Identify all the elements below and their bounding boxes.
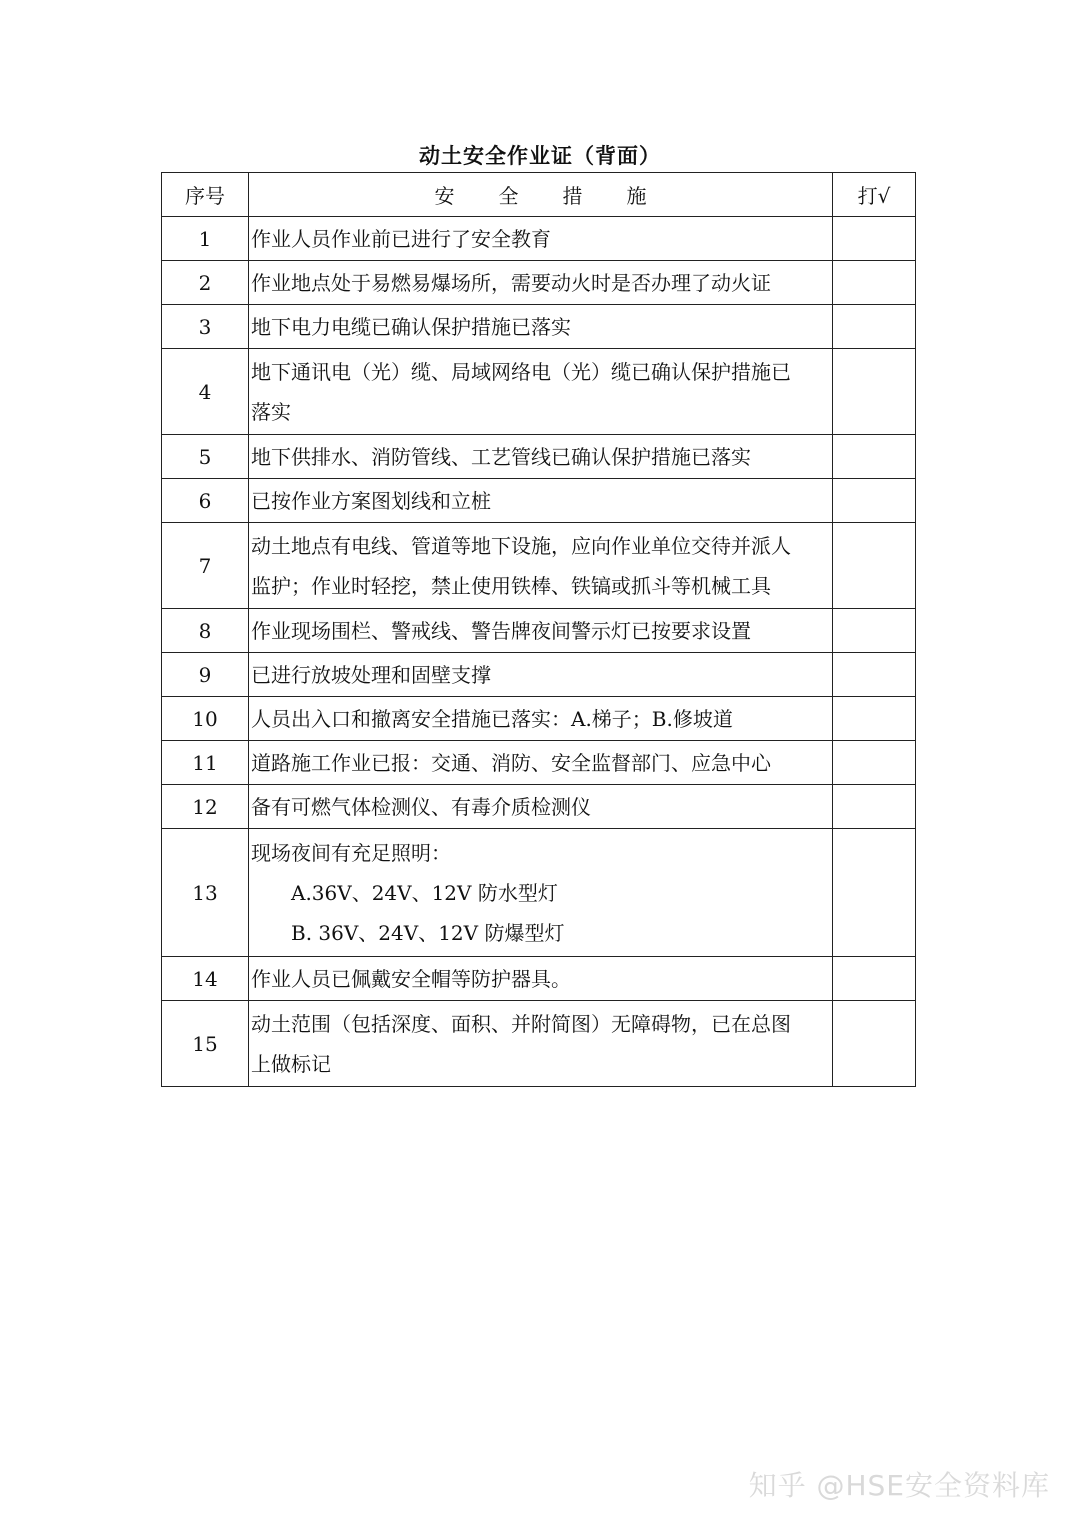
check-cell[interactable] [833, 261, 916, 305]
safety-measures-table [161, 172, 916, 1087]
table-row [162, 217, 916, 261]
check-cell[interactable] [833, 217, 916, 261]
row-number: 15 [162, 1001, 249, 1087]
check-cell[interactable] [833, 523, 916, 609]
table-row [162, 785, 916, 829]
table-row [162, 829, 916, 957]
row-number: 3 [162, 305, 249, 349]
row-number: 11 [162, 741, 249, 785]
safety-measure-cell [249, 349, 833, 435]
check-cell[interactable] [833, 349, 916, 435]
safety-measure-cell [249, 1001, 833, 1087]
table-row [162, 349, 916, 435]
check-cell[interactable] [833, 957, 916, 1001]
document-title: 动土安全作业证（背面） [419, 143, 661, 168]
row-number: 2 [162, 261, 249, 305]
measure-text: 已进行放坡处理和固壁支撑 [251, 662, 491, 687]
measure-text: 道路施工作业已报：交通、消防、安全监督部门、应急中心 [251, 750, 771, 775]
safety-measure-cell [249, 697, 833, 741]
table-row [162, 305, 916, 349]
safety-measure-cell [249, 741, 833, 785]
measure-text: A.36V、24V、12V 防水型灯 [291, 880, 558, 905]
measure-text: 人员出入口和撤离安全措施已落实：A.梯子；B.修坡道 [251, 706, 733, 731]
measure-text: 地下通讯电（光）缆、局域网络电（光）缆已确认保护措施已 [251, 359, 791, 384]
table-row [162, 479, 916, 523]
measure-text: 动土地点有电线、管道等地下设施，应向作业单位交待并派人 [251, 533, 791, 558]
safety-measure-cell [249, 479, 833, 523]
row-number: 14 [162, 957, 249, 1001]
row-number: 8 [162, 609, 249, 653]
header-safety-measures: 安全措施 [249, 173, 833, 217]
measure-text: 动土范围（包括深度、面积、并附简图）无障碍物，已在总图 [251, 1011, 791, 1036]
measure-text: 作业人员作业前已进行了安全教育 [251, 226, 551, 251]
safety-measure-cell [249, 957, 833, 1001]
table-row [162, 1001, 916, 1087]
table-row [162, 741, 916, 785]
measure-text: 现场夜间有充足照明： [251, 840, 451, 865]
row-number: 7 [162, 523, 249, 609]
measure-text: 作业现场围栏、警戒线、警告牌夜间警示灯已按要求设置 [251, 618, 751, 643]
check-cell[interactable] [833, 479, 916, 523]
check-cell[interactable] [833, 785, 916, 829]
measure-text: 备有可燃气体检测仪、有毒介质检测仪 [251, 794, 591, 819]
table-row [162, 435, 916, 479]
measure-text: 地下供排水、消防管线、工艺管线已确认保护措施已落实 [251, 444, 751, 469]
table-row [162, 261, 916, 305]
safety-measure-cell [249, 609, 833, 653]
table-row [162, 957, 916, 1001]
table-row [162, 523, 916, 609]
safety-measure-cell [249, 435, 833, 479]
check-cell[interactable] [833, 653, 916, 697]
safety-measure-cell [249, 261, 833, 305]
measure-text: 监护；作业时轻挖，禁止使用铁棒、铁镐或抓斗等机械工具 [251, 573, 771, 598]
header-checkmark: 打√ [833, 173, 916, 217]
table-header-row [162, 173, 916, 217]
table-row [162, 609, 916, 653]
table-row [162, 697, 916, 741]
safety-measure-cell [249, 829, 833, 957]
safety-measure-cell [249, 785, 833, 829]
check-cell[interactable] [833, 305, 916, 349]
measure-text: 地下电力电缆已确认保护措施已落实 [251, 314, 571, 339]
row-number: 5 [162, 435, 249, 479]
safety-measure-cell [249, 305, 833, 349]
measure-text: B. 36V、24V、12V 防爆型灯 [291, 920, 565, 945]
check-cell[interactable] [833, 1001, 916, 1087]
row-number: 13 [162, 829, 249, 957]
safety-measure-cell [249, 523, 833, 609]
row-number: 4 [162, 349, 249, 435]
measure-text: 落实 [251, 399, 291, 424]
table-row [162, 653, 916, 697]
watermark: 知乎 @HSE安全资料库 [748, 1469, 1050, 1502]
check-cell[interactable] [833, 741, 916, 785]
safety-measure-cell [249, 217, 833, 261]
measure-text: 已按作业方案图划线和立桩 [251, 488, 491, 513]
row-number: 1 [162, 217, 249, 261]
measure-text: 作业地点处于易燃易爆场所，需要动火时是否办理了动火证 [251, 270, 771, 295]
check-cell[interactable] [833, 609, 916, 653]
header-number: 序号 [162, 173, 249, 217]
check-cell[interactable] [833, 435, 916, 479]
check-cell[interactable] [833, 697, 916, 741]
safety-measure-cell [249, 653, 833, 697]
row-number: 10 [162, 697, 249, 741]
measure-text: 作业人员已佩戴安全帽等防护器具。 [251, 966, 571, 991]
measure-text: 上做标记 [251, 1051, 331, 1076]
row-number: 9 [162, 653, 249, 697]
row-number: 6 [162, 479, 249, 523]
check-cell[interactable] [833, 829, 916, 957]
row-number: 12 [162, 785, 249, 829]
